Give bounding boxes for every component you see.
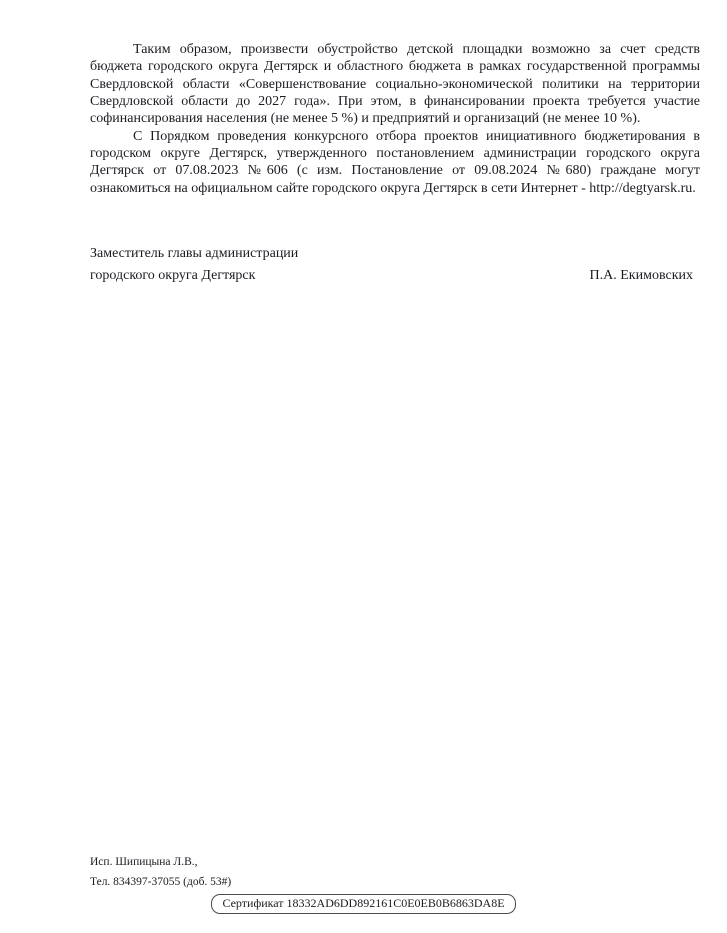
signature-position-line2: городского округа Дегтярск — [90, 268, 256, 283]
document-body — [90, 41, 700, 197]
certificate-badge-row — [0, 894, 727, 914]
signature-position-line1: Заместитель главы администрации — [90, 246, 299, 261]
executor-line: Исп. Шипицына Л.В., — [90, 856, 198, 868]
executor-footer — [90, 852, 231, 892]
certificate-badge: Сертификат 18332AD6DD892161C0E0EB0B6863DA8E — [211, 894, 515, 914]
paragraph-funding: Таким образом, произвести обустройство детской площадки возможно за счет средств бюджета городского округа Дегтярск и областного бюджета в рамках государственной программы Свердловской области «Совершенствование социально-экономической политики на территории Свердловской области до 2027 года». При этом, в финансировании проекта требуется участие софинансирования населения (не менее 5 %) и предприятий и организаций (не менее 10 %). — [90, 42, 700, 127]
paragraph-procedure: С Порядком проведения конкурсного отбора проектов инициативного бюджетирования в городском округе Дегтярск, утвержденного постановлением администрации городского округа Дегтярск от 07.08.2023 №606 (с изм. Постановление от 09.08.2024 №680) граждане могут ознакомиться на официальном сайте городского округа Дегтярск в сети Интернет - http://degtyarsk.ru. — [90, 128, 700, 196]
signature-name: П.А. Екимовских — [589, 268, 693, 283]
signature-row — [90, 265, 693, 287]
signature-block — [90, 243, 693, 287]
executor-phone-line: Тел. 834397-37055 (доб. 53#) — [90, 876, 232, 888]
